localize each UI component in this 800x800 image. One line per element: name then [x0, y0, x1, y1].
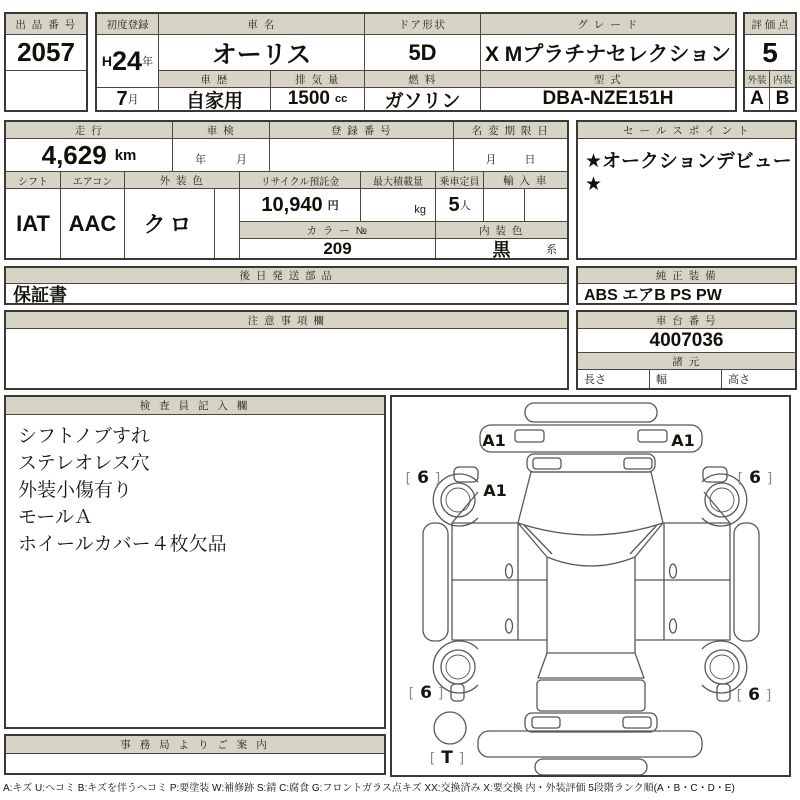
- sales-point-value: ★オークションデビュー★: [585, 151, 792, 195]
- inspector-note: ステレオレス穴: [18, 453, 150, 474]
- front-bumper-light-left: [515, 430, 544, 442]
- caution-value: [6, 329, 567, 388]
- marker-a1-bumper-left: A1: [482, 431, 506, 450]
- vehicle-table: [95, 12, 737, 112]
- inspector-notes: [18, 423, 227, 558]
- a-pillar-right: [635, 523, 663, 557]
- inspector-note: ホイールカバー４枚欠品: [18, 534, 227, 555]
- color-no-header: カ ラ ー №: [240, 222, 436, 239]
- max-load-header: 最大積載量: [361, 172, 436, 189]
- first-reg-year: 24: [112, 45, 143, 76]
- ext-color-value: クロ: [125, 189, 215, 258]
- door-shape-header: ドア形状: [365, 14, 481, 35]
- chassis-value: 4007036: [578, 329, 795, 353]
- status-table: [4, 120, 569, 260]
- interior-score-value: B: [775, 88, 790, 109]
- equipment-header: 純 正 装 備: [578, 268, 795, 284]
- later-parts-header: 後 日 発 送 部 品: [6, 268, 567, 284]
- lot-number-box: [4, 12, 88, 112]
- recycle-header: リサイクル預託金: [240, 172, 361, 189]
- inspection-cell: [173, 139, 270, 172]
- spec-length-label: 長さ: [578, 370, 650, 388]
- hood: [518, 472, 663, 535]
- door-panel-right: [664, 523, 730, 640]
- max-load-cell: [361, 189, 436, 222]
- equipment-value: ABS エアB PS PW: [584, 287, 722, 303]
- reg-number-cell: [270, 139, 454, 172]
- rear-glass: [538, 653, 644, 678]
- capacity-value: 5: [448, 193, 460, 216]
- name-change-day-label: 日: [524, 154, 536, 166]
- recycle-unit: 円: [327, 200, 339, 212]
- taillight-left: [532, 717, 560, 728]
- import-cell-right: [525, 189, 567, 222]
- lot-number-blank: [6, 71, 86, 110]
- door-handle-rear-left: [506, 619, 513, 633]
- first-reg-header: 初度登録: [97, 14, 159, 35]
- inspector-box: [4, 395, 386, 729]
- marker-a1-bumper-right: A1: [671, 431, 695, 450]
- rear-panel: [525, 713, 657, 732]
- capacity-unit: 人: [459, 200, 471, 212]
- spec-width-label: 幅: [650, 370, 722, 388]
- office-header: 事 務 局 よ り ご 案 内: [6, 736, 384, 754]
- reg-number-header: 登 録 番 号: [270, 122, 454, 139]
- model-code-header: 型 式: [481, 71, 735, 88]
- inspector-note: シフトノブすれ: [18, 426, 150, 447]
- equipment-box: [576, 266, 797, 305]
- caution-header: 注 意 事 項 欄: [6, 312, 567, 329]
- rocker-panel-left: [423, 523, 448, 641]
- mileage-value: 4,629: [41, 139, 107, 170]
- ext-color-header: 外 装 色: [125, 172, 240, 189]
- marker-6-front-left: [ 6 ]: [405, 468, 441, 488]
- lot-number-header: 出 品 番 号: [6, 14, 86, 35]
- car-name-header: 車 名: [159, 14, 365, 35]
- color-no-value: 209: [240, 239, 436, 258]
- taillight-right: [623, 717, 651, 728]
- max-load-unit: kg: [414, 204, 426, 216]
- lot-number-value: 2057: [6, 35, 86, 71]
- door-panel-left: [452, 523, 518, 640]
- marker-6-rear-right: [ 6 ]: [736, 685, 772, 705]
- later-parts-box: [4, 266, 569, 305]
- displacement-header: 排 気 量: [271, 71, 365, 88]
- capacity-cell: [436, 189, 484, 222]
- chassis-box: [576, 310, 797, 390]
- displacement-unit: cc: [335, 93, 348, 105]
- fuel-value: ガソリン: [365, 88, 481, 110]
- mileage-cell: [6, 139, 173, 172]
- door-handle-front-right: [670, 564, 677, 578]
- first-reg-year-cell: [97, 35, 159, 88]
- history-header: 車 歴: [159, 71, 271, 88]
- front-top-plate: [525, 403, 657, 422]
- aircon-header: エアコン: [61, 172, 125, 189]
- specs-header: 諸 元: [578, 353, 795, 370]
- marker-t-spare: [ T ]: [429, 748, 465, 768]
- rear-bottom-plate: [535, 759, 647, 775]
- first-reg-year-suffix: 年: [142, 56, 154, 68]
- later-parts-value: 保証書: [13, 284, 67, 303]
- displacement-cell: [271, 88, 365, 110]
- shift-header: シフト: [6, 172, 61, 189]
- sales-point-box: [576, 120, 797, 260]
- displacement-value: 1500: [287, 88, 331, 109]
- rocker-panel-right: [734, 523, 759, 641]
- exterior-score-value: A: [745, 88, 770, 110]
- a-pillar-right-inner: [630, 525, 657, 554]
- grade-value: X Mプラチナセレクション: [481, 35, 735, 71]
- door-handle-front-left: [506, 564, 513, 578]
- inspector-header: 検 査 員 記 入 欄: [6, 397, 384, 415]
- car-diagram-box: [390, 395, 791, 777]
- int-color-cell: [436, 239, 567, 258]
- marker-6-rear-left: [ 6 ]: [408, 683, 444, 703]
- mileage-unit: km: [114, 146, 137, 164]
- office-value: [6, 754, 384, 773]
- score-box: [743, 12, 797, 112]
- grade-header: グ レ ー ド: [481, 14, 735, 35]
- car-outline: [423, 403, 759, 775]
- inspector-note: モールＡ: [18, 507, 93, 528]
- int-color-header: 内 装 色: [436, 222, 567, 239]
- rear-bumper: [478, 731, 702, 757]
- name-change-cell: [454, 139, 567, 172]
- front-bumper: [480, 425, 702, 452]
- int-color-value: 黒: [492, 239, 511, 258]
- fender-arch-rear-right: [702, 641, 747, 693]
- import-header: 輸 入 車: [484, 172, 567, 189]
- interior-score-header: 内装: [770, 71, 795, 88]
- sales-point-header: セ ー ル ス ポ イ ン ト: [578, 122, 795, 139]
- first-reg-era: H: [101, 53, 113, 69]
- model-code-value: DBA-NZE151H: [542, 88, 674, 109]
- int-color-suffix: 系: [546, 243, 557, 256]
- score-header: 評 価 点: [745, 14, 795, 35]
- marker-a1-pillar-left: A1: [483, 481, 507, 500]
- trunk-lid: [537, 680, 645, 711]
- windshield-bottom: [547, 557, 635, 566]
- spec-height-label: 高さ: [728, 374, 750, 386]
- spare-tire: [434, 712, 466, 744]
- wheel-rear-left-rim: [446, 655, 470, 679]
- aircon-value: AAC: [61, 189, 125, 258]
- inspection-header: 車 検: [173, 122, 270, 139]
- inspector-note: 外装小傷有り: [18, 480, 133, 501]
- history-value: 自家用: [159, 88, 271, 110]
- front-bumper-light-right: [638, 430, 667, 442]
- chassis-header: 車 台 番 号: [578, 312, 795, 329]
- a-pillar-left-inner: [524, 525, 552, 554]
- marker-6-front-right: [ 6 ]: [737, 468, 773, 488]
- mileage-header: 走 行: [6, 122, 173, 139]
- inspection-year-label: 年: [195, 154, 206, 166]
- first-reg-month: 7: [116, 88, 128, 110]
- car-name-value: オーリス: [159, 35, 365, 71]
- a-pillar-left: [518, 523, 547, 557]
- first-reg-month-suffix: 月: [127, 94, 139, 106]
- capacity-header: 乗車定員: [436, 172, 484, 189]
- fuel-header: 燃 料: [365, 71, 481, 88]
- office-box: [4, 734, 386, 775]
- ext-color-sub-blank: [215, 189, 240, 258]
- exterior-score-header: 外装: [745, 71, 770, 88]
- headlight-left: [533, 458, 561, 469]
- door-shape-value: 5D: [365, 35, 481, 71]
- wheel-front-right-rim: [710, 488, 734, 512]
- name-change-month-label: 月: [485, 154, 497, 166]
- wheel-rear-right-rim: [710, 655, 734, 679]
- shift-value: IAT: [6, 189, 61, 258]
- wheel-front-left-rim: [446, 488, 470, 512]
- fender-line-right: [704, 492, 730, 523]
- legend-text: A:キズ U:ヘコミ B:キズを伴うヘコミ P:要塗装 W:補修跡 S:錆 C:腐食 G:フロントガラス点キズ XX:交換済み X:要交換 内・外装評価 5段階ランク順(A・B・C・D・E): [3, 783, 735, 794]
- recycle-cell: [240, 189, 361, 222]
- headlight-right: [624, 458, 652, 469]
- recycle-value: 10,940: [261, 193, 323, 216]
- inspection-month-label: 月: [236, 154, 247, 166]
- score-value: 5: [745, 35, 795, 71]
- caution-box: [4, 310, 569, 390]
- first-reg-month-cell: [97, 88, 159, 110]
- import-cell-left: [484, 189, 525, 222]
- door-handle-rear-right: [670, 619, 677, 633]
- car-diagram: [392, 397, 789, 775]
- name-change-header: 名 変 期 限 日: [454, 122, 567, 139]
